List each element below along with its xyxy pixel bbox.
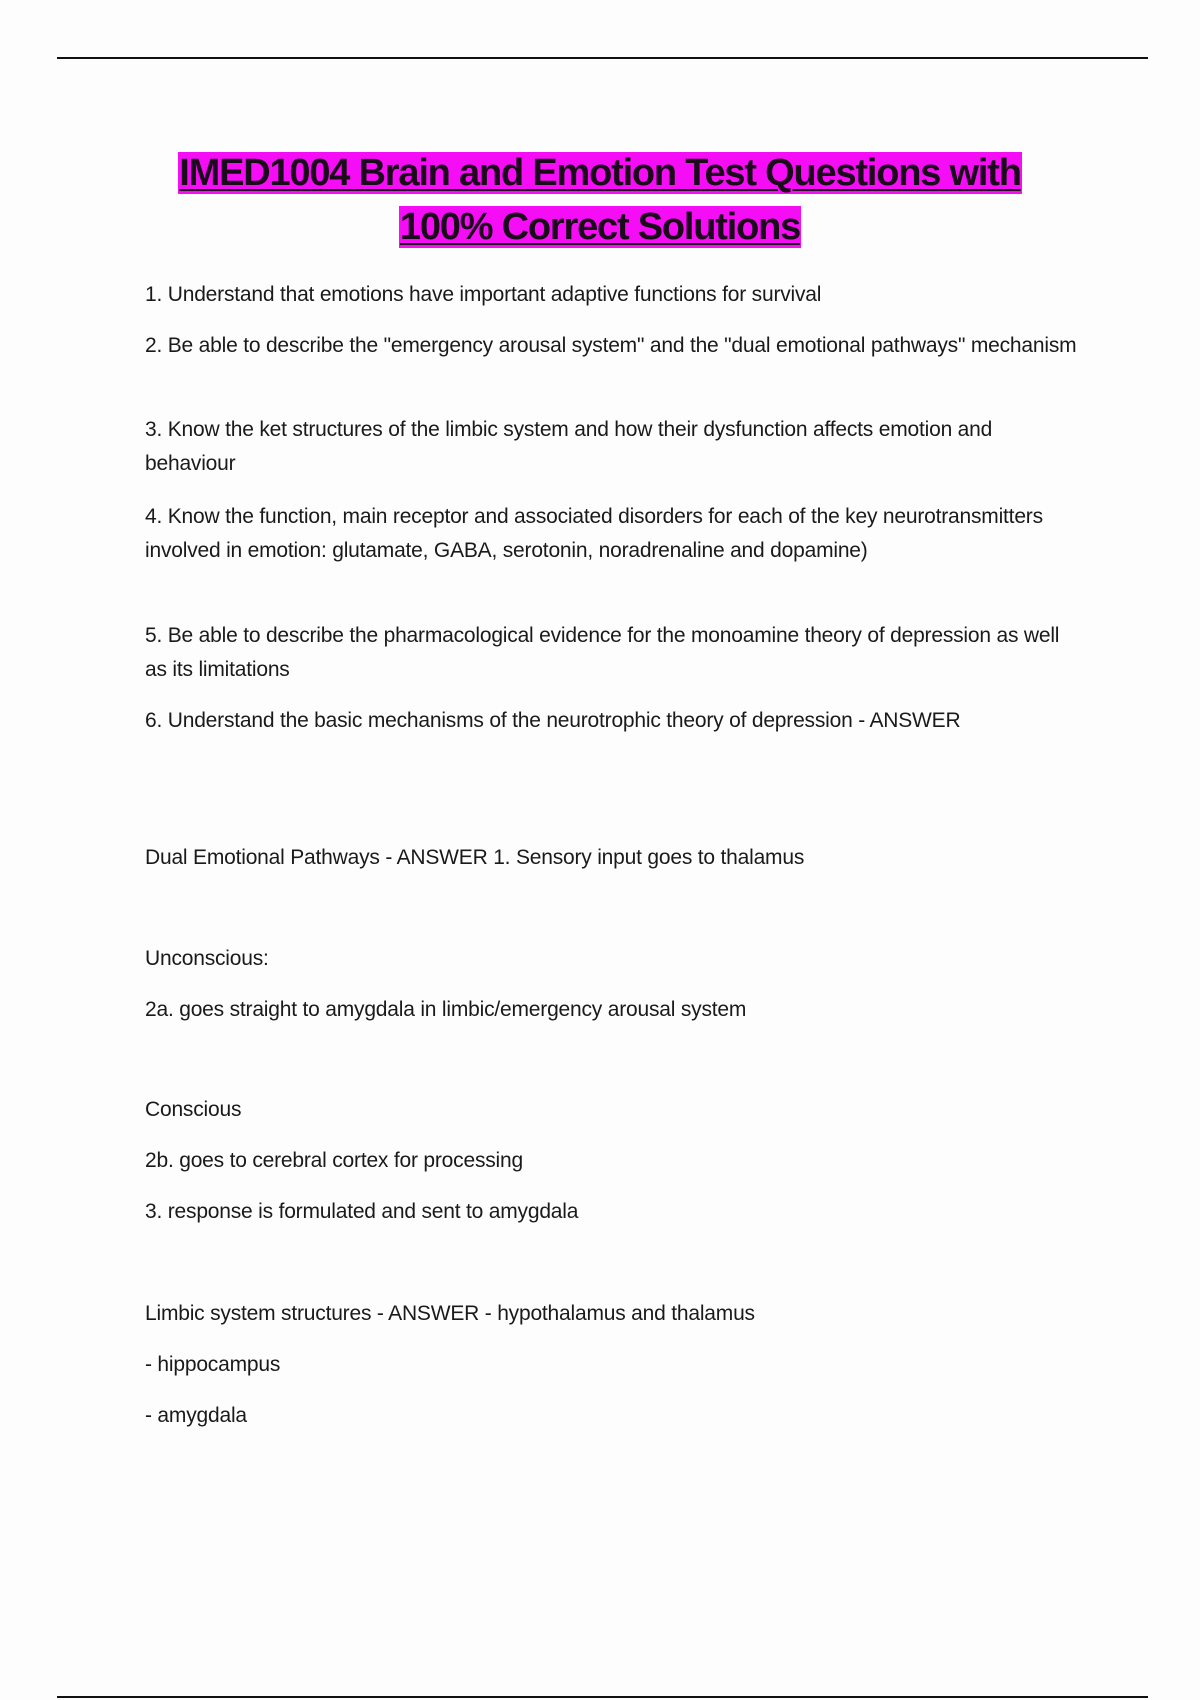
objective-4: 4. Know the function, main receptor and associated disorders for each of the key neurotransmitters involved in emotion: glutamate, GABA, serotonin, noradrenaline and dopamine) bbox=[145, 505, 1043, 562]
limbic-amygdala: - amygdala bbox=[145, 1404, 247, 1427]
limbic-hippocampus: - hippocampus bbox=[145, 1353, 281, 1376]
objective-1: 1. Understand that emotions have important adaptive functions for survival bbox=[145, 283, 822, 306]
step-2a: 2a. goes straight to amygdala in limbic/emergency arousal system bbox=[145, 998, 747, 1021]
dual-pathways-answer: Dual Emotional Pathways - ANSWER 1. Sensory input goes to thalamus bbox=[145, 846, 805, 869]
unconscious-label: Unconscious: bbox=[145, 947, 269, 970]
objective-6: 6. Understand the basic mechanisms of the neurotrophic theory of depression - ANSWER bbox=[145, 709, 961, 732]
limbic-answer: Limbic system structures - ANSWER - hypothalamus and thalamus bbox=[145, 1302, 755, 1325]
objective-5: 5. Be able to describe the pharmacological evidence for the monoamine theory of depression as well as its limitations bbox=[145, 624, 1060, 681]
header-rule bbox=[57, 57, 1148, 59]
objective-3: 3. Know the ket structures of the limbic system and how their dysfunction affects emotion and behaviour bbox=[145, 418, 993, 475]
title-line-1: IMED1004 Brain and Emotion Test Questions with bbox=[179, 152, 1021, 194]
document-title bbox=[0, 146, 1200, 254]
step-2b: 2b. goes to cerebral cortex for processing bbox=[145, 1149, 523, 1172]
footer-rule bbox=[57, 1696, 1148, 1698]
objective-2: 2. Be able to describe the "emergency arousal system" and the "dual emotional pathways" mechanism bbox=[145, 334, 1077, 357]
title-line-2: 100% Correct Solutions bbox=[399, 206, 801, 248]
step-3: 3. response is formulated and sent to amygdala bbox=[145, 1200, 579, 1223]
conscious-label: Conscious bbox=[145, 1098, 242, 1121]
